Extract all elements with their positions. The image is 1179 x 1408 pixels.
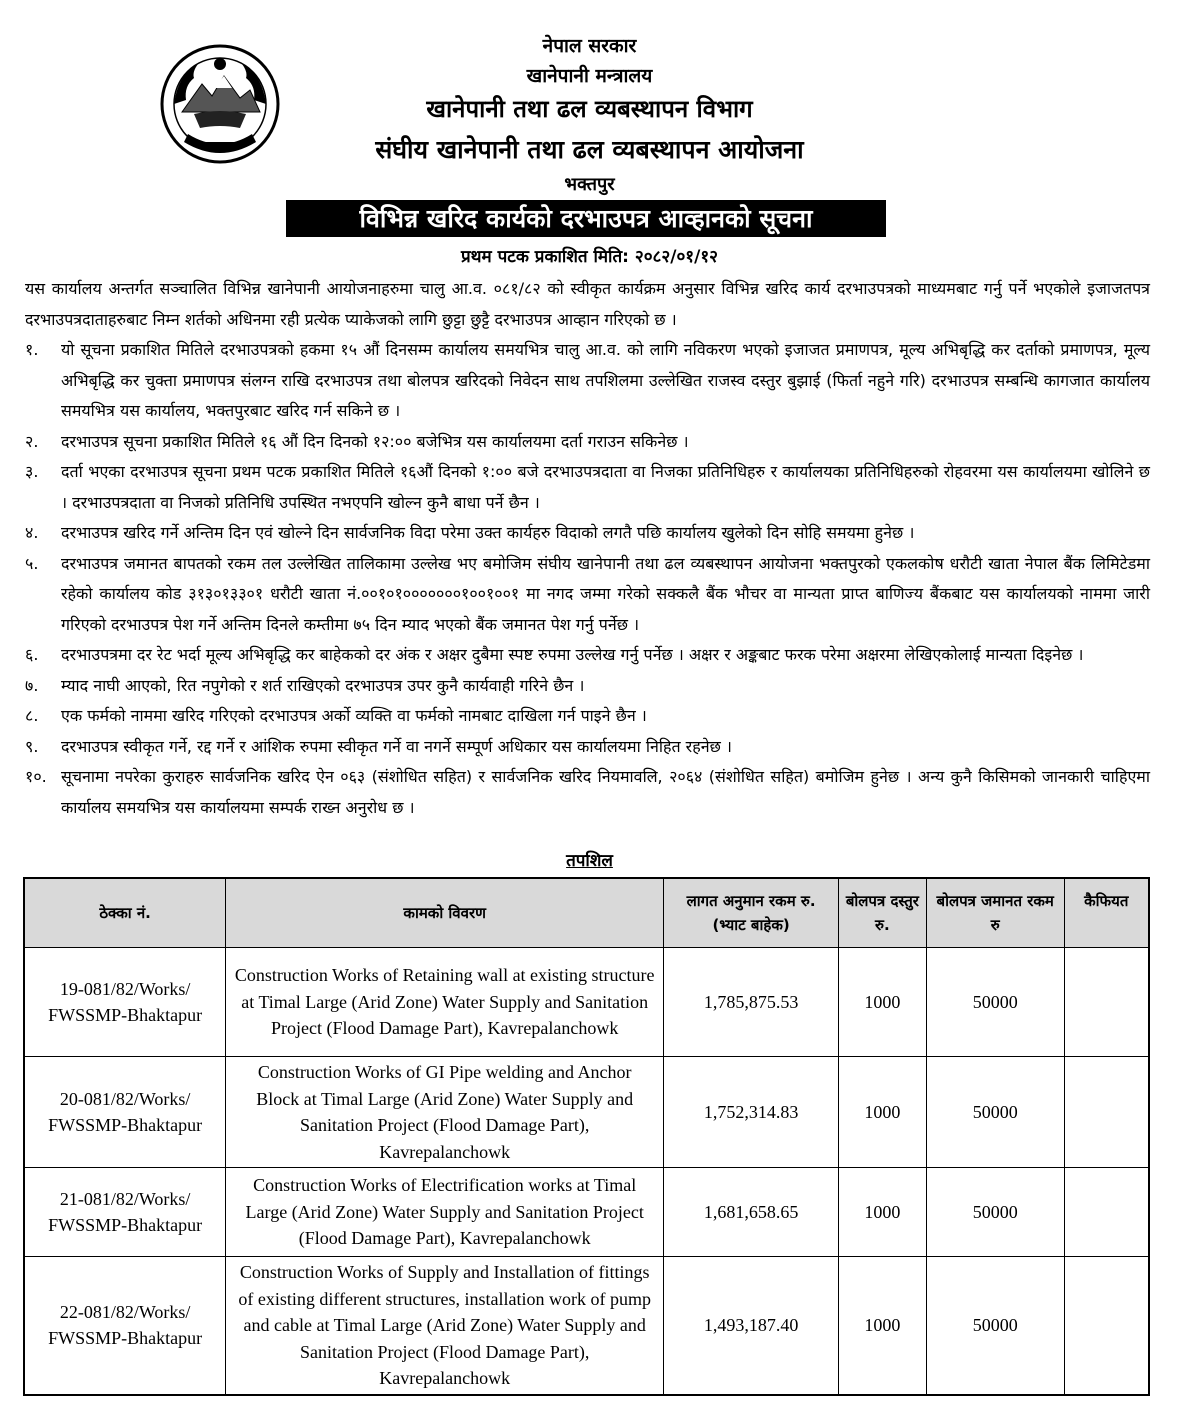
condition-item — [25, 671, 1150, 702]
condition-text: म्याद नाघी आएको, रित नपुगेको र शर्त राखिएको दरभाउपत्र उपर कुनै कार्यवाही गरिने छैन । — [61, 675, 585, 695]
notice-title: विभिन्न खरिद कार्यको दरभाउपत्र आव्हानको सूचना — [286, 200, 886, 237]
table-header-row — [24, 878, 1149, 948]
cell-bid-security: 50000 — [926, 1057, 1064, 1168]
notice-body — [25, 274, 1150, 823]
publish-date: प्रथम पटक प्रकाशित मिति: २०८२/०१/१२ — [460, 247, 719, 267]
cell-contract-no: 21-081/82/Works/ FWSSMP-Bhaktapur — [24, 1168, 226, 1257]
cell-cost-estimate: 1,681,658.65 — [664, 1168, 839, 1257]
condition-text: एक फर्मको नाममा खरिद गरिएको दरभाउपत्र अर्को व्यक्ति वा फर्मको नामबाट दाखिला गर्न पाइने छैन । — [61, 706, 647, 725]
cell-remarks — [1064, 1257, 1149, 1395]
header-contract-no: ठेक्का नं. — [24, 878, 226, 948]
cell-bid-fee: 1000 — [838, 1057, 926, 1168]
table-row — [24, 1257, 1149, 1395]
cell-contract-no: 20-081/82/Works/ FWSSMP-Bhaktapur — [24, 1057, 226, 1168]
condition-text: दरभाउपत्र स्वीकृत गर्ने, रद्द गर्ने र आंशिक रुपमा स्वीकृत गर्ने वा नगर्ने सम्पूर्ण अधिकार यस कार्यालयमा निहित रहनेछ । — [61, 736, 732, 756]
header-work-description: कामको विवरण — [226, 878, 664, 948]
header-remarks: कैफियत — [1064, 878, 1149, 948]
condition-item — [25, 335, 1150, 427]
cell-bid-fee: 1000 — [838, 948, 926, 1057]
header-cost-estimate: लागत अनुमान रकम रु. (भ्याट बाहेक) — [664, 878, 839, 948]
cell-contract-no: 19-081/82/Works/ FWSSMP-Bhaktapur — [24, 948, 226, 1057]
intro-paragraph: यस कार्यालय अन्तर्गत सञ्चालित विभिन्न खानेपानी आयोजनाहरुमा चालु आ.व. ०८१/८२ को स्वीकृत कार्यक्रम अनुसार विभिन्न खरिद कार्य दरभाउपत्रको माध्यमबाट गर्नु पर्ने भएकोले इजाजतपत्र दरभाउपत्रदाताहरुबाट निम्न शर्तको अधिनमा रही प्रत्येक प्याकेजको लागि छुट्टा छुट्टै दरभाउपत्र आव्हान गरिएको छ । — [25, 279, 1150, 329]
condition-number: ५. — [25, 553, 39, 573]
header-location: भक्तपुर — [564, 174, 615, 195]
condition-text: दरभाउपत्र जमानत बापतको रकम तल उल्लेखित तालिकामा उल्लेख भए बमोजिम संघीय खानेपानी तथा ढल व्यबस्थापन आयोजना भक्तपुरको एकलकोष धरौटी खाता नेपाल बैंक लिमिटेडमा रहेको कार्यालय कोड ३१३०१३३०१ धरौटी खाता नं.००१०१०००००००१००१००१ मा नगद जम्मा गरेको सक्कलै बैंक भौचर वा मान्यता प्राप्त बाणिज्य बैंकबाट यस कार्यालयको नाममा जारी गरिएको दरभाउपत्र पेश गर्ने अन्तिम दिनले कम्तीमा ७५ दिन म्याद भएको बैंक जमानत पेश गर्नु पर्नेछ । — [61, 553, 1150, 634]
condition-number: १०. — [25, 767, 47, 786]
condition-item — [25, 457, 1150, 518]
condition-text: सूचनामा नपरेका कुराहरु सार्वजनिक खरिद ऐन ०६३ (संशोधित सहित) र सार्वजनिक खरिद नियमावलि, २०६४ (संशोधित सहित) बमोजिम हुनेछ । अन्य कुनै किसिमको जानकारी चाहिएमा कार्यालय समयभित्र यस कार्यालयमा सम्पर्क राख्न अनुरोध छ । — [61, 767, 1150, 817]
condition-number: ३. — [25, 462, 39, 481]
condition-text: दर्ता भएका दरभाउपत्र सूचना प्रथम पटक प्रकाशित मितिले १६औं दिनको १:०० बजे दरभाउपत्रदाता वा निजका प्रतिनिधिहरु र कार्यालयका प्रतिनिधिहरुको रोहवरमा यस कार्यालयमा खोलिने छ । दरभाउपत्रदाता वा निजको प्रतिनिधि उपस्थित नभएपनि खोल्न कुनै बाधा पर्ने छैन । — [61, 462, 1150, 512]
cell-bid-fee: 1000 — [838, 1257, 926, 1395]
condition-number: ९. — [25, 736, 39, 756]
condition-item — [25, 732, 1150, 763]
cell-work-description: Construction Works of Supply and Installation of fittings of existing different structures, installation work of pump and cable at Timal Large (Arid Zone) Water Supply and Sanitation Project (Flood Damage Part), Kavrepalanchowk — [226, 1257, 664, 1395]
condition-text: दरभाउपत्र सूचना प्रकाशित मितिले १६ औं दिन दिनको १२:०० बजेभित्र यस कार्यालयमा दर्ता गराउन सकिनेछ । — [61, 431, 689, 451]
cell-remarks — [1064, 1057, 1149, 1168]
header-bid-security: बोलपत्र जमानत रकम रु — [926, 878, 1064, 948]
condition-item — [25, 762, 1150, 823]
cell-cost-estimate: 1,785,875.53 — [664, 948, 839, 1057]
condition-number: ६. — [25, 645, 39, 664]
condition-number: ७. — [25, 675, 39, 695]
schedule-table — [23, 877, 1150, 1396]
schedule-title — [0, 848, 1179, 871]
condition-text: दरभाउपत्र खरिद गर्ने अन्तिम दिन एवं खोल्ने दिन सार्वजनिक विदा परेमा उक्त कार्यहरु विदाको लगतै पछि कार्यालय खुलेको दिन सोहि समयमा हुनेछ । — [61, 523, 915, 542]
cell-work-description: Construction Works of GI Pipe welding and Anchor Block at Timal Large (Arid Zone) Water Supply and Sanitation Project (Flood Damage Part), Kavrepalanchowk — [226, 1057, 664, 1168]
header-project: संघीय खानेपानी तथा ढल व्यबस्थापन आयोजना — [375, 135, 804, 164]
cell-remarks — [1064, 948, 1149, 1057]
condition-text: दरभाउपत्रमा दर रेट भर्दा मूल्य अभिबृद्धि कर बाहेकको दर अंक र अक्षर दुबैमा स्पष्ट रुपमा उल्लेख गर्नु पर्नेछ । अक्षर र अङ्कबाट फरक परेमा अक्षरमा लेखिएकोलाई मान्यता दिइनेछ । — [61, 645, 1084, 664]
table-row — [24, 1057, 1149, 1168]
condition-item — [25, 701, 1150, 732]
cell-contract-no: 22-081/82/Works/ FWSSMP-Bhaktapur — [24, 1257, 226, 1395]
condition-item — [25, 427, 1150, 458]
cell-bid-security: 50000 — [926, 948, 1064, 1057]
condition-item — [25, 549, 1150, 641]
schedule-title-text: तपशिल — [566, 851, 613, 871]
cell-cost-estimate: 1,752,314.83 — [664, 1057, 839, 1168]
cell-bid-fee: 1000 — [838, 1168, 926, 1257]
condition-item — [25, 640, 1150, 671]
table-row — [24, 948, 1149, 1057]
condition-text: यो सूचना प्रकाशित मितिले दरभाउपत्रको हकमा १५ औं दिनसम्म कार्यालय समयभित्र चालु आ.व. को लागि नविकरण भएको इजाजत प्रमाणपत्र, मूल्य अभिबृद्धि कर दर्ताको प्रमाणपत्र, मूल्य अभिबृद्धि कर चुक्ता प्रमाणपत्र संलग्न राखि दरभाउपत्र तथा बोलपत्र खरिदको निवेदन साथ तपशिलमा उल्लेखित राजस्व दस्तुर बुझाई (फिर्ता नहुने गरि) दरभाउपत्र सम्बन्धि कागजात कार्यालय समयभित्र यस कार्यालय, भक्तपुरबाट खरिद गर्न सकिने छ । — [61, 340, 1150, 420]
condition-number: ४. — [25, 523, 39, 542]
condition-number: १. — [25, 340, 39, 359]
cell-remarks — [1064, 1168, 1149, 1257]
header-department: खानेपानी तथा ढल व्यबस्थापन विभाग — [426, 95, 753, 123]
cell-bid-security: 50000 — [926, 1257, 1064, 1395]
table-row — [24, 1168, 1149, 1257]
cell-bid-security: 50000 — [926, 1168, 1064, 1257]
header-ministry: खानेपानी मन्त्रालय — [526, 65, 653, 87]
header-bid-fee: बोलपत्र दस्तुर रु. — [838, 878, 926, 948]
cell-work-description: Construction Works of Electrification works at Timal Large (Arid Zone) Water Supply and Sanitation Project (Flood Damage Part), Kavrepalanchowk — [226, 1168, 664, 1257]
cell-cost-estimate: 1,493,187.40 — [664, 1257, 839, 1395]
header-government: नेपाल सरकार — [542, 35, 637, 57]
condition-item — [25, 518, 1150, 549]
condition-number: २. — [25, 431, 39, 451]
notice-header — [0, 28, 1179, 267]
cell-work-description: Construction Works of Retaining wall at existing structure at Timal Large (Arid Zone) Water Supply and Sanitation Project (Flood Damage Part), Kavrepalanchowk — [226, 948, 664, 1057]
condition-number: ८. — [25, 706, 39, 725]
